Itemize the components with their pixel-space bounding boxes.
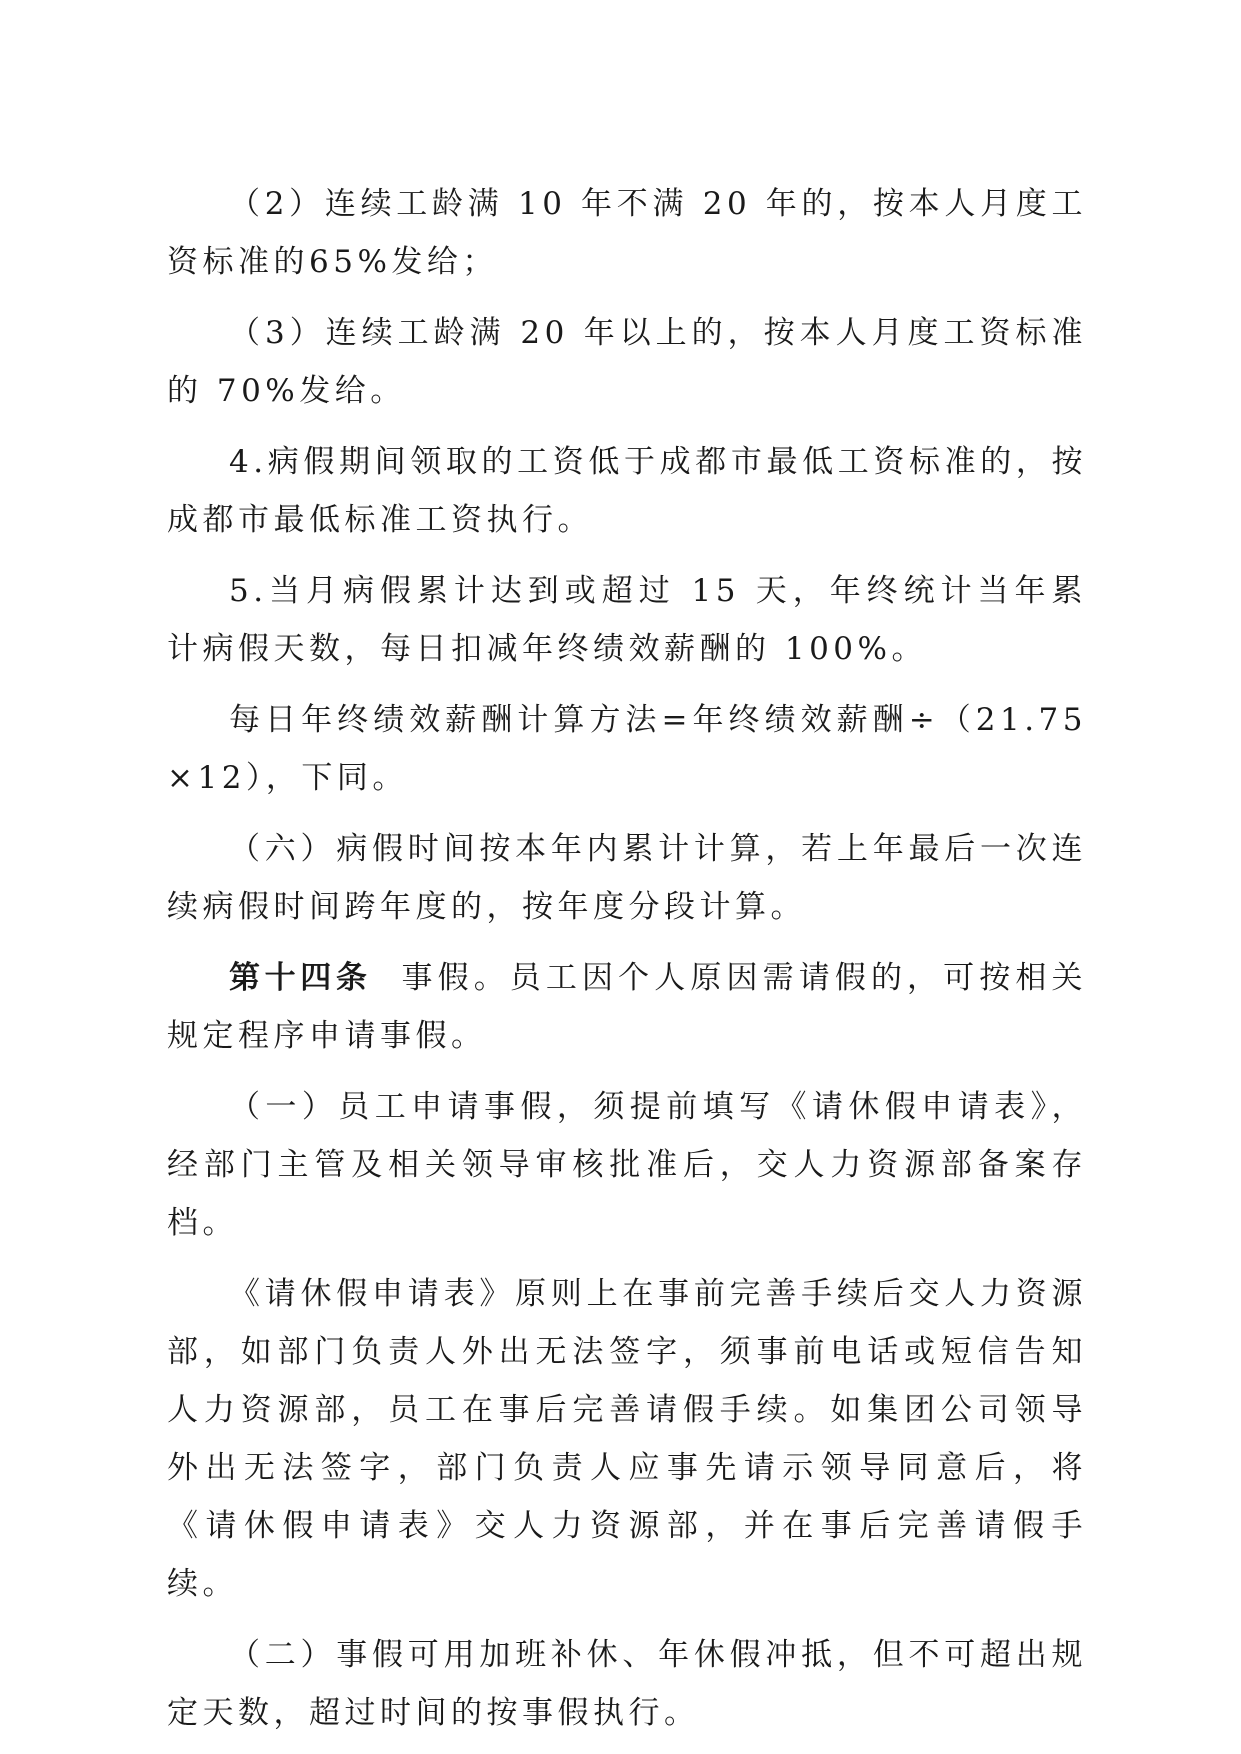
paragraph-sick-leave-deduction: 5.当月病假累计达到或超过 15 天，年终统计当年累计病假天数，每日扣减年终绩效薪酬的 100%。 — [167, 573, 1087, 667]
paragraph-leave-form-procedure: 《请休假申请表》原则上在事前完善手续后交人力资源部，如部门负责人外出无法签字，须事前电话或短信告知人力资源部，员工在事后完善请假手续。如集团公司领导外出无法签字，部门负责人应事先请示领导同意后，将《请休假申请表》交人力资源部，并在事后完善请假手续。 — [167, 1276, 1087, 1602]
document-body — [167, 175, 1087, 1742]
article-14-text: 事假。员工因个人原因需请假的，可按相关规定程序申请事假。 — [167, 960, 1088, 1054]
paragraph-article-14 — [167, 949, 1087, 1065]
paragraph-sick-pay-10-20-years: （2）连续工龄满 10 年不满 20 年的，按本人月度工资标准的65%发给； — [167, 186, 1087, 280]
paragraph-minimum-wage-rule: 4.病假期间领取的工资低于成都市最低工资标准的，按成都市最低标准工资执行。 — [167, 444, 1087, 538]
paragraph-daily-bonus-formula: 每日年终绩效薪酬计算方法=年终绩效薪酬÷（21.75×12），下同。 — [167, 702, 1087, 796]
paragraph-sick-leave-calculation: （六）病假时间按本年内累计计算，若上年最后一次连续病假时间跨年度的，按年度分段计算。 — [167, 831, 1087, 925]
paragraph-personal-leave-application: （一）员工申请事假，须提前填写《请休假申请表》，经部门主管及相关领导审核批准后，交人力资源部备案存档。 — [167, 1089, 1087, 1241]
paragraph-sick-pay-20-plus-years: （3）连续工龄满 20 年以上的，按本人月度工资标准的 70%发给。 — [167, 315, 1087, 409]
paragraph-leave-offset: （二）事假可用加班补休、年休假冲抵，但不可超出规定天数，超过时间的按事假执行。 — [167, 1637, 1087, 1731]
article-number: 第十四条 — [229, 960, 372, 996]
